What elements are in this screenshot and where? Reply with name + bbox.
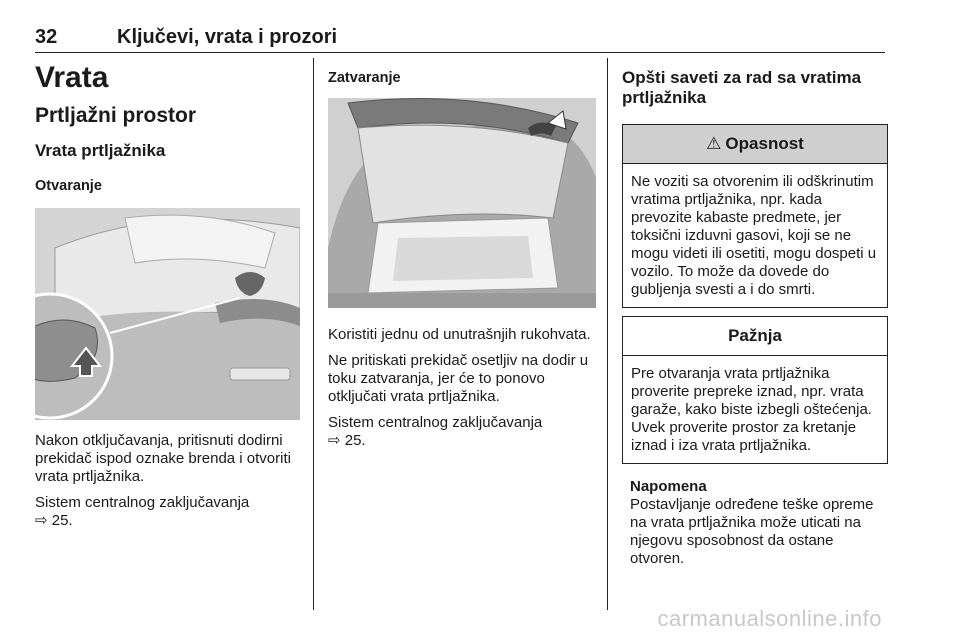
central-locking-reference[interactable] — [35, 494, 300, 530]
danger-title: Opasnost — [725, 134, 804, 153]
caution-box-header — [623, 317, 887, 356]
reference-text: Sistem centralnog zaključavanja — [328, 414, 543, 431]
danger-text: Ne voziti sa otvorenim ili odškrinutim vratima prtljažnika, npr. kada prevozite kabaste predmete, jer toksični izduvni gasovi, koji se ne mogu videti ili osetiti, mogu dospeti u vozilo. To može da dovede do gubljenja svesti a i do smrti. — [631, 173, 877, 298]
page-number: 32 — [35, 26, 58, 48]
caution-text: Pre otvaranja vrata prtljažnika proverite prepreke iznad, npr. vrata garaže, kako biste izbegli oštećenja. Uvek proverite prostor za kretanje iznad i iza vrata prtljažnika. — [631, 365, 872, 454]
caution-title: Pažnja — [728, 326, 782, 345]
opening-paragraph: Nakon otključavanja, pritisnuti dodirni prekidač ispod oznake brenda i otvoriti vrata prtljažnika. — [35, 432, 291, 485]
section-heading: Prtljažni prostor — [35, 104, 197, 127]
reference-page: 25. — [51, 512, 73, 529]
page-reference-arrow-icon: ⇨ — [35, 512, 48, 529]
closing-paragraph-2: Ne pritiskati prekidač osetljiv na dodir u toku zatvaranja, jer će to ponovo otključati vrata prtljažnika. — [328, 352, 589, 405]
page-header — [35, 22, 885, 53]
closing-heading: Zatvaranje — [328, 70, 401, 86]
note-text: Postavljanje određene teške opreme na vrata prtljažnika može uticati na njegovu sposobnost da ostane otvoren. — [630, 496, 874, 567]
tailgate-closing-illustration — [328, 98, 596, 308]
column-3 — [622, 58, 888, 576]
chapter-title: Ključevi, vrata i prozori — [117, 26, 338, 48]
column-2 — [328, 58, 596, 458]
general-tips-heading: Opšti saveti za rad sa vratima prtljažnika — [622, 68, 862, 107]
central-locking-reference[interactable] — [328, 414, 596, 450]
column-divider — [607, 58, 608, 610]
caution-box — [622, 316, 888, 464]
warning-triangle-icon: ⚠ — [706, 134, 722, 153]
danger-box-header — [623, 125, 887, 164]
opening-heading: Otvaranje — [35, 178, 102, 194]
note-section — [622, 478, 888, 568]
watermark: carmanualsonline.info — [657, 606, 882, 631]
page-reference-arrow-icon: ⇨ — [328, 432, 341, 449]
reference-page: 25. — [344, 432, 366, 449]
subsection-heading: Vrata prtljažnika — [35, 141, 166, 160]
note-title: Napomena — [630, 478, 707, 495]
column-1 — [35, 58, 300, 538]
main-heading: Vrata — [35, 61, 109, 94]
danger-box — [622, 124, 888, 308]
reference-text: Sistem centralnog zaključavanja — [35, 494, 250, 511]
closing-paragraph-1: Koristiti jednu od unutrašnjih rukohvata. — [328, 326, 591, 343]
tailgate-opening-illustration — [35, 208, 300, 420]
column-divider — [313, 58, 314, 610]
